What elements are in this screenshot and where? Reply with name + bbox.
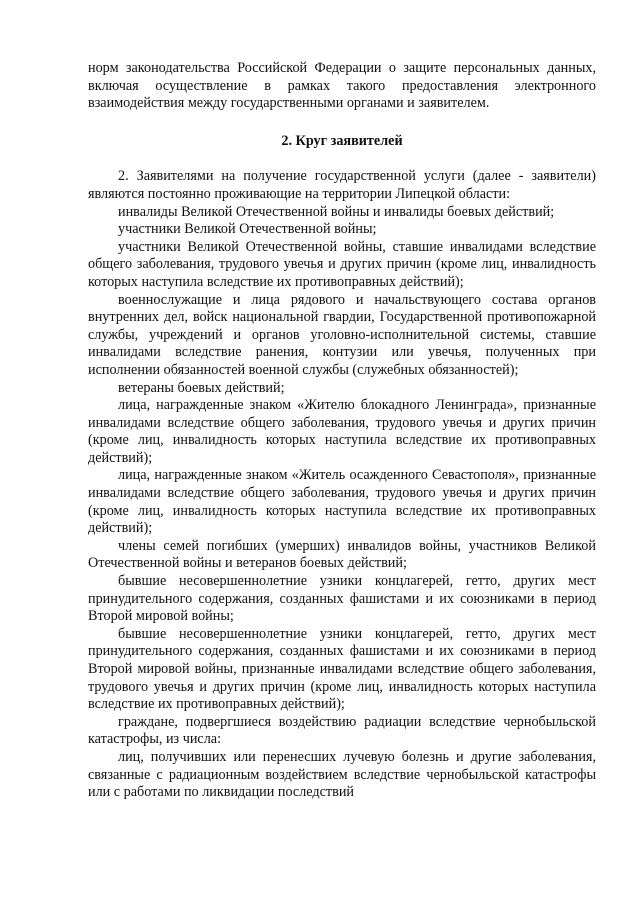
paragraph-wwii-disabled: инвалиды Великой Отечественной войны и инвалиды боевых действий; [118, 203, 555, 220]
paragraph-applicants: 2. Заявителями на получение государственной услуги (далее - заявители) являются постоянно проживающие на территории Липецкой области: [88, 168, 596, 202]
paragraph-combat-veterans: ветераны боевых действий; [118, 379, 285, 396]
paragraph-leningrad-siege: лица, награжденные знаком «Жителю блокадного Ленинграда», признанные инвалидами вследствие общего заболевания, трудового увечья и других причин (кроме лиц, инвалидность которых наступила вследствие их противоправных действий); [88, 397, 596, 466]
paragraph-chernobyl-citizens: граждане, подвергшиеся воздействию радиации вследствие чернобыльской катастрофы, из числа: [88, 713, 596, 748]
paragraph-participants-disabled: участники Великой Отечественной войны, ставшие инвалидами вследствие общего заболевания, трудового увечья и других причин (кроме лиц, инвалидность которых наступила вследствие их противоправных действий); [88, 238, 596, 290]
paragraph-military-personnel: военнослужащие и лица рядового и начальствующего состава органов внутренних дел, войск национальной гвардии, Государственной противопожарной службы, учреждений и органов уголовно-исполнительной системы, ставшие инвалидами вследствие ранения, контузии или увечья, полученных при исполнении обязанностей военной службы (служебных обязанностей); [88, 291, 596, 378]
paragraph-family-members: члены семей погибших (умерших) инвалидов войны, участников Великой Отечественной войны и ветеранов боевых действий; [88, 537, 596, 572]
paragraph-former-prisoners-disabled: бывшие несовершеннолетние узники концлагерей, гетто, других мест принудительного содержания, созданных фашистами и их союзниками в период Второй мировой войны, признанные инвалидами вследствие общего заболевания, трудового увечья и других причин (кроме лиц, инвалидность которых наступила вследствие их противоправных действий); [88, 625, 596, 713]
paragraph-sevastopol: лица, награжденные знаком «Житель осажденного Севастополя», признанные инвалидами вследствие общего заболевания, трудового увечья и других причин (кроме лиц, инвалидность которых наступила вследствие их противоправных действий); [88, 467, 596, 537]
document-page [88, 60, 596, 802]
section-heading: 2. Круг заявителей [281, 132, 403, 149]
paragraph-former-prisoners: бывшие несовершеннолетние узники концлагерей, гетто, других мест принудительного содержания, созданных фашистами и их союзниками в период Второй мировой войны; [88, 573, 596, 625]
paragraph-radiation-sickness: лиц, получивших или перенесших лучевую болезнь и другие заболевания, связанные с радиационным воздействием вследствие чернобыльской катастрофы или с работами по ликвидации последствий [88, 748, 596, 801]
intro-paragraph: норм законодательства Российской Федерации о защите персональных данных, включая осуществление в рамках такого предоставления электронного взаимодействия между государственными органами и заявителем. [88, 60, 596, 112]
paragraph-wwii-participants: участники Великой Отечественной войны; [118, 221, 377, 238]
